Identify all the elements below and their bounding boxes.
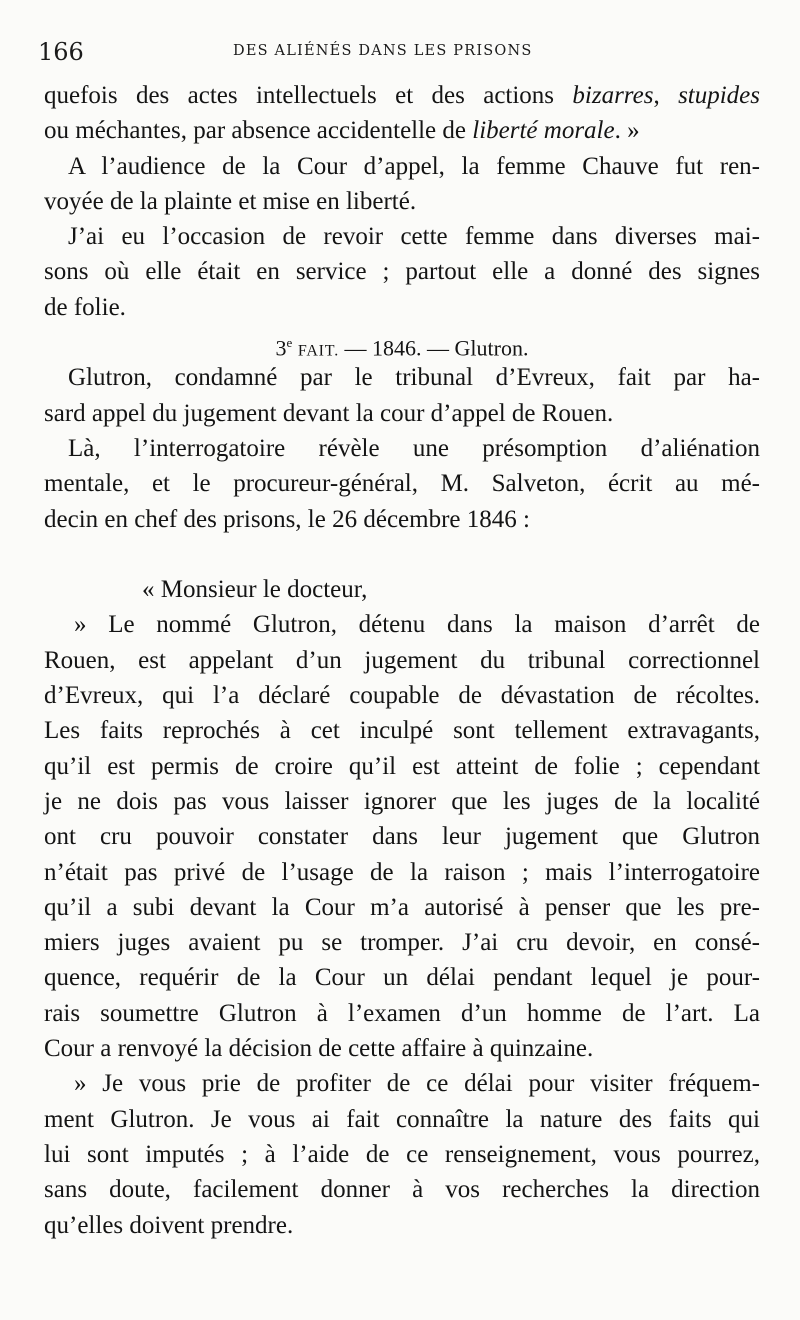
text-line: sans doute, facilement donner à vos recherches la direction [44, 1176, 760, 1204]
text-line: qu’elles doivent prendre. [44, 1211, 294, 1239]
text-line: de folie. [44, 293, 126, 321]
text-line: n’était pas privé de l’usage de la raison ; mais l’interrogatoire [44, 858, 760, 886]
text-line: » Je vous prie de profiter de ce délai pour visiter fréquem- [74, 1070, 760, 1098]
text-line: Glutron, condamné par le tribunal d’Evreux, fait par ha- [68, 364, 760, 392]
page-header [38, 38, 756, 68]
running-head: DES ALIÉNÉS DANS LES PRISONS [233, 43, 533, 59]
text-line: Rouen, est appelant d’un jugement du tribunal correctionnel [44, 646, 760, 674]
text-line: ment Glutron. Je vous ai fait connaître la nature des faits qui [44, 1105, 760, 1133]
italic-word: stupides [678, 82, 761, 109]
text-line: d’Evreux, qui l’a déclaré coupable de dévastation de récoltes. [44, 682, 760, 710]
text-line: ont cru pouvoir constater dans leur jugement que Glutron [44, 823, 760, 851]
text-line: sard appel du jugement devant la cour d’appel de Rouen. [44, 399, 614, 427]
text-line: ou méchantes, par absence accidentelle de liberté morale. » [44, 117, 640, 145]
italic-word: liberté morale [472, 117, 615, 145]
text-line: qu’il est permis de croire qu’il est atteint de folie ; cependant [44, 752, 760, 780]
spacer [44, 537, 760, 572]
text-line: J’ai eu l’occasion de revoir cette femme dans diverses mai- [68, 223, 760, 251]
text-line: Cour a renvoyé la décision de cette affaire à quinzaine. [44, 1035, 594, 1063]
text-line: rais soumettre Glutron à l’examen d’un homme de l’art. La [44, 999, 760, 1027]
text-line: Les faits reprochés à cet inculpé sont tellement extravagants, [44, 717, 760, 745]
italic-word: bizarres [572, 82, 654, 109]
text-line: quence, requérir de la Cour un délai pendant lequel je pour- [44, 964, 760, 992]
text-line: » Le nommé Glutron, détenu dans la maison d’arrêt de [74, 611, 760, 639]
text-line: voyée de la plainte et mise en liberté. [44, 187, 417, 215]
page-number: 166 [38, 38, 84, 66]
text-line: mentale, et le procureur-général, M. Salveton, écrit au mé- [44, 470, 760, 498]
text-line: qu’il a subi devant la Cour m’a autorisé à penser que les pre- [44, 893, 760, 921]
text-line: A l’audience de la Cour d’appel, la femme Chauve fut ren- [68, 152, 760, 180]
section-heading: 3e FAIT. — 1846. — Glutron. [275, 335, 529, 361]
text-line: decin en chef des prisons, le 26 décembre 1846 : [44, 505, 530, 533]
text-line: lui sont imputés ; à l’aide de ce renseignement, vous pourrez, [44, 1140, 760, 1168]
body-text [44, 78, 760, 1243]
text-line: sons où elle était en service ; partout elle a donné des signes [44, 258, 760, 286]
text-line: je ne dois pas vous laisser ignorer que les juges de la localité [44, 787, 760, 815]
text-line: Là, l’interrogatoire révèle une présomption d’aliénation [68, 434, 760, 462]
letter-salutation: « Monsieur le docteur, [142, 576, 368, 604]
text-line: miers juges avaient pu se tromper. J’ai cru devoir, en consé- [44, 929, 760, 957]
text-line: quefois des actes intellectuels et des actions bizarres, stupides [44, 82, 761, 109]
